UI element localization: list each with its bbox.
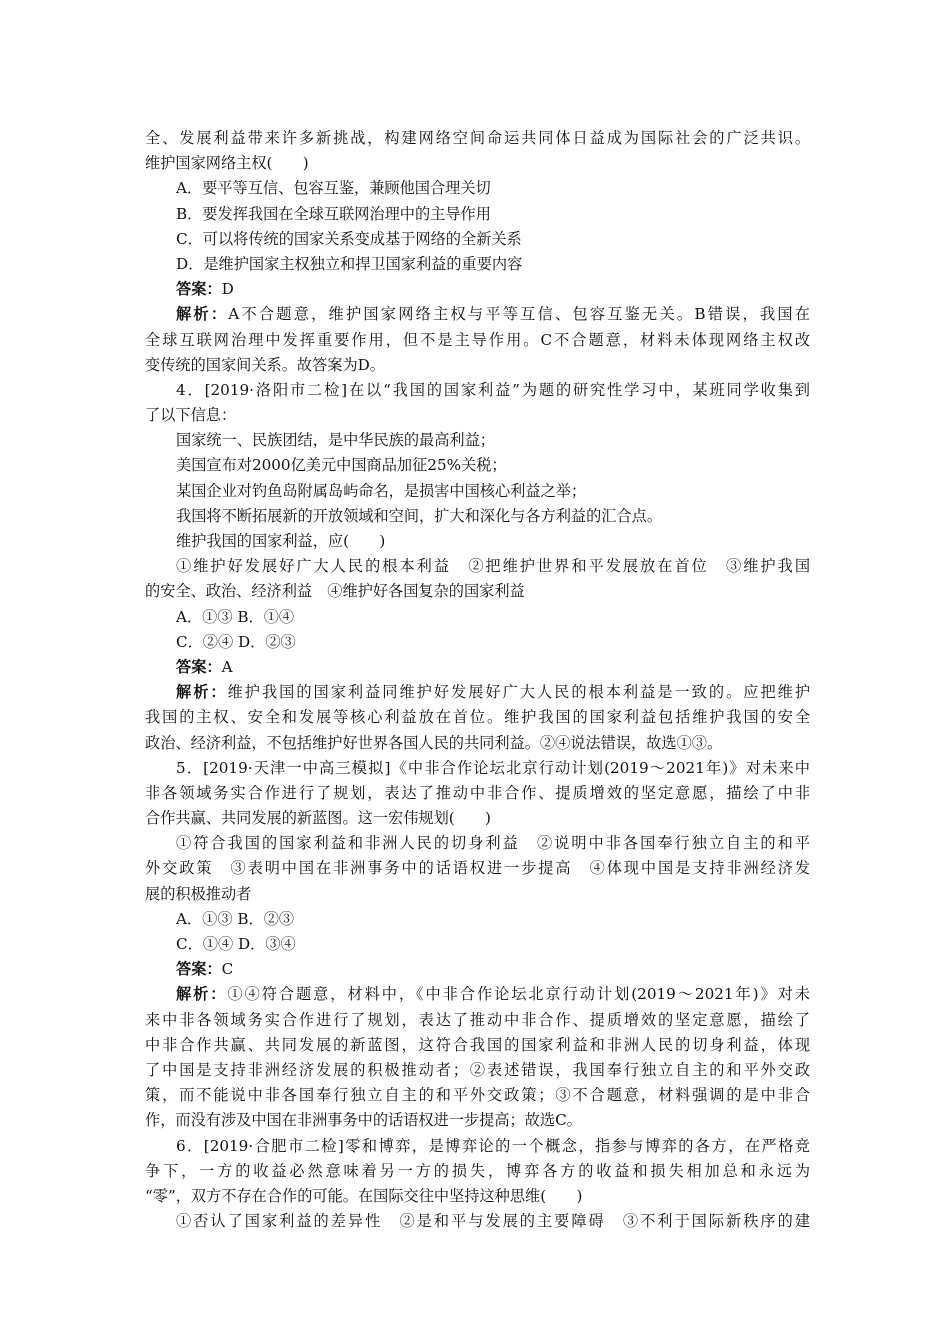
q4-options-line: C．②④ D．②③ bbox=[176, 632, 296, 651]
q3-option-a: A．要平等互信、包容互鉴，兼顾他国合理关切 bbox=[176, 179, 491, 198]
q5-options-line: C．①④ D．③④ bbox=[176, 935, 296, 953]
document-body bbox=[145, 126, 810, 1234]
q4-info-line: 美国宣布对2000亿美元中国商品加征25%关税； bbox=[176, 456, 507, 475]
q5-options-line: A．①③ B．②③ bbox=[176, 909, 295, 928]
q5-items-line: 外交政策 ③表明中国在非洲事务中的话语权进一步提高 ④体现中国是支持非洲经济发 bbox=[145, 859, 810, 878]
analysis-label: 解析： bbox=[176, 985, 228, 1004]
q3-option-c: C．可以将传统的国家关系变成基于网络的全新关系 bbox=[176, 229, 522, 248]
q3-answer bbox=[145, 277, 810, 302]
q3-analysis-line: 全球互联网治理中发挥重要作用，但不是主导作用。C不合题意，材料未体现网络主权改 bbox=[145, 330, 810, 349]
q4-items-line: 的安全、政治、经济利益 ④维护好各国复杂的国家利益 bbox=[145, 582, 525, 601]
q3-option-d: D．是维护国家主权独立和捍卫国家利益的重要内容 bbox=[176, 254, 523, 273]
answer-label: 答案： bbox=[176, 280, 222, 299]
q4-stem-line: 4．[2019·洛阳市二检]在以“我国的国家利益”为题的研究性学习中，某班同学收集到 bbox=[176, 380, 810, 399]
answer-label: 答案： bbox=[176, 960, 222, 979]
q5-analysis-line: 了中国是支持非洲经济发展的积极推动者；②表述错误，我国奉行独立自主的和平外交政 bbox=[145, 1060, 810, 1079]
q5-stem-line: 合作共赢、共同发展的新蓝图。这一宏伟规划( ) bbox=[145, 809, 491, 828]
q5-analysis-line: 作，而没有涉及中国在非洲事务中的话语权进一步提高；故选C。 bbox=[145, 1111, 582, 1130]
q4-info-line: 某国企业对钓鱼岛附属岛屿命名，是损害中国核心利益之举； bbox=[176, 481, 587, 500]
q3-stem-line: 全、发展利益带来许多新挑战，构建网络空间命运共同体日益成为国际社会的广泛共识。 bbox=[145, 129, 810, 147]
q4-analysis-line: 我国的主权、安全和发展等核心利益放在首位。维护我国的国家利益包括维护我国的安全 bbox=[145, 708, 810, 727]
q5-analysis-line bbox=[145, 982, 810, 1007]
q3-option-b: B．要发挥我国在全球互联网治理中的主导作用 bbox=[176, 204, 491, 223]
answer-value: A bbox=[221, 657, 233, 676]
q5-answer bbox=[145, 957, 810, 982]
q4-info-line: 国家统一、民族团结，是中华民族的最高利益； bbox=[176, 431, 495, 450]
q4-stem-line: 了以下信息： bbox=[145, 406, 237, 425]
q5-items-line: 展的积极推动者 bbox=[145, 884, 252, 903]
q5-analysis-line: 中非合作共赢、共同发展的新蓝图，这符合我国的国家利益和非洲人民的切身利益，体现 bbox=[145, 1035, 810, 1054]
answer-label: 答案： bbox=[176, 657, 222, 676]
q5-analysis-line: 策，而不能说中非各国奉行独立自主的和平外交政策；③不合题意，材料强调的是中非合 bbox=[145, 1086, 810, 1105]
q6-items-line: ①否认了国家利益的差异性 ②是和平与发展的主要障碍 ③不利于国际新秩序的建 bbox=[176, 1212, 810, 1231]
q6-stem-line: 争下，一方的收益必然意味着另一方的损失，博弈各方的收益和损失相加总和永远为 bbox=[145, 1161, 810, 1180]
analysis-text: ①④符合题意，材料中，《中非合作论坛北京行动计划(2019～2021年)》对未 bbox=[227, 985, 810, 1004]
analysis-text: 维护我国的国家利益同维护好发展好广大人民的根本利益是一致的。应把维护 bbox=[227, 683, 810, 702]
q4-analysis-line bbox=[145, 680, 810, 705]
analysis-text: A不合题意，维护国家网络主权与平等互信、包容互鉴无关。B错误，我国在 bbox=[228, 305, 810, 324]
q4-analysis-line: 政治、经济利益，不包括维护好世界各国人民的共同利益。②④说法错误，故选①③。 bbox=[145, 733, 723, 752]
q4-info-line: 我国将不断拓展新的开放领域和空间，扩大和深化与各方利益的汇合点。 bbox=[176, 506, 662, 525]
q4-answer bbox=[145, 655, 810, 680]
analysis-label: 解析： bbox=[176, 683, 228, 702]
q5-stem-line: 5．[2019·天津一中高三模拟]《中非合作论坛北京行动计划(2019～2021年)》对未来中 bbox=[176, 758, 810, 777]
q5-analysis-line: 来中非各领域务实合作进行了规划，表达了推动中非合作、提质增效的坚定意愿，描绘了 bbox=[145, 1010, 810, 1029]
q4-options-line: A．①③ B．①④ bbox=[176, 607, 295, 626]
q3-analysis-line: 变传统的国家间关系。故答案为D。 bbox=[145, 355, 385, 374]
analysis-label: 解析： bbox=[176, 305, 229, 324]
q4-info-line: 维护我国的国家利益，应( ) bbox=[176, 532, 386, 550]
answer-value: C bbox=[221, 960, 234, 979]
q5-items-line: ①符合我国的国家利益和非洲人民的切身利益 ②说明中非各国奉行独立自主的和平 bbox=[176, 834, 810, 853]
q3-analysis-line bbox=[145, 302, 810, 327]
q3-stem-line: 维护国家网络主权( ) bbox=[145, 154, 309, 173]
q6-stem-line: “零”，双方不存在合作的可能。在国际交往中坚持这种思维( ) bbox=[145, 1186, 583, 1205]
q6-stem-line: 6．[2019·合肥市二检]零和博弈，是博弈论的一个概念，指参与博弈的各方，在严格竞 bbox=[176, 1136, 810, 1155]
q5-stem-line: 非各领域务实合作进行了规划，表达了推动中非合作、提质增效的坚定意愿，描绘了中非 bbox=[145, 783, 810, 802]
q4-items-line: ①维护好发展好广大人民的根本利益 ②把维护世界和平发展放在首位 ③维护我国 bbox=[176, 557, 810, 576]
answer-value: D bbox=[221, 280, 234, 299]
